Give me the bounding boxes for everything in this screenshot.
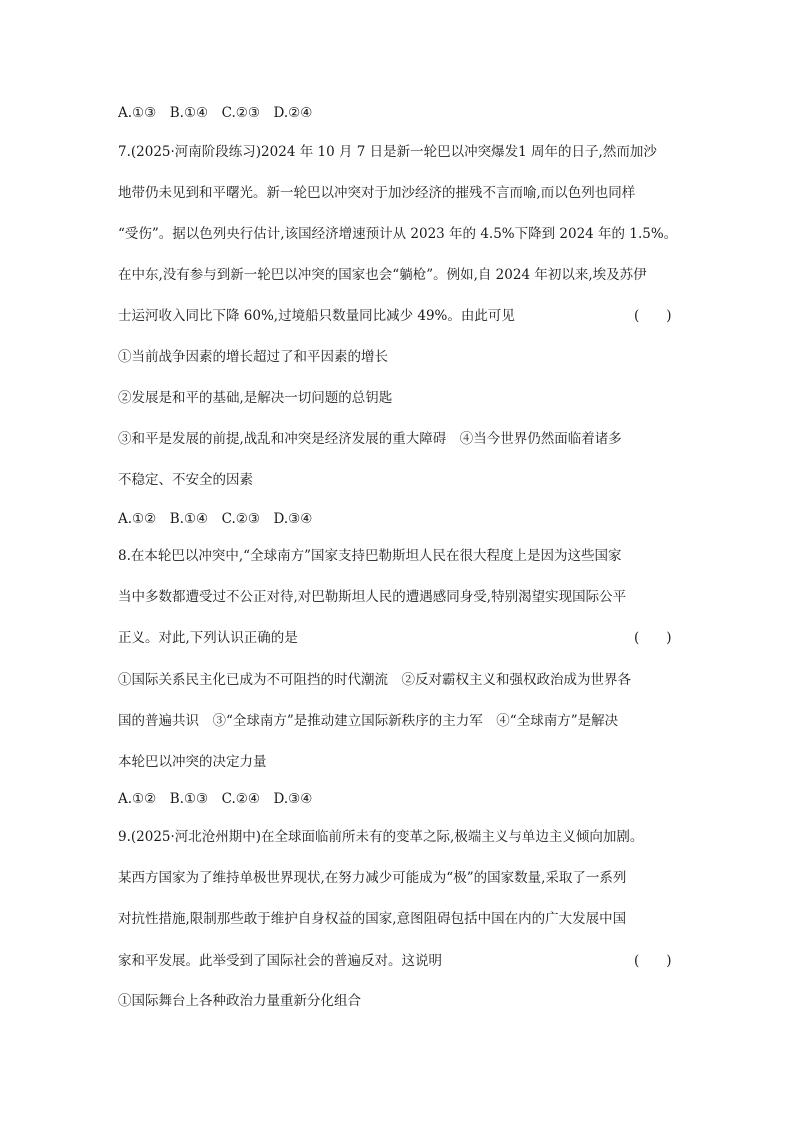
q7-stem-line-4: 在中东,没有参与到新一轮巴以冲突的国家也会“躺枪”。例如,自 2024 年初以来,埃及苏伊 [118,267,647,283]
q7-stem-line-1: 7.(2025·河南阶段练习)2024 年 10 月 7 日是新一轮巴以冲突爆发1 周年的日子,然而加沙 [118,144,657,160]
q8-choice-4-cont: 本轮巴以冲突的决定力量 [118,754,267,770]
q8-stem-line-1: 8.在本轮巴以冲突中,“全球南方”国家支持巴勒斯坦人民在很大程度上是因为这些国家 [118,548,622,564]
q7-choice-4-cont: 不稳定、不安全的因素 [118,472,253,488]
q9-choice-1: ①国际舞台上各种政治力量重新分化组合 [118,993,361,1009]
q7-answer-bracket: ( ) [634,308,672,324]
q7-stem-line-3: “受伤”。据以色列央行估计,该国经济增速预计从 2023 年的 4.5%下降到 2024 年的 1.5%。 [118,226,678,242]
q6-options: A.①③ B.①④ C.②③ D.②④ [118,105,313,121]
q9-stem-line-1: 9.(2025·河北沧州期中)在全球面临前所未有的变革之际,极端主义与单边主义倾向加剧。 [118,829,644,845]
q9-stem-line-2: 某西方国家为了维持单极世界现状,在努力减少可能成为“极”的国家数量,采取了一系列 [118,870,627,886]
q8-stem-line-3: 正义。对此,下列认识正确的是 [118,630,298,646]
q8-options: A.①② B.①③ C.②④ D.③④ [118,791,313,807]
q7-options: A.①② B.①④ C.②③ D.③④ [118,511,313,527]
q8-stem-line-2: 当中多数都遭受过不公正对待,对巴勒斯坦人民的遭遇感同身受,特别渴望实现国际公平 [118,589,627,605]
q7-stem-line-5: 士运河收入同比下降 60%,过境船只数量同比减少 49%。由此可见 [118,308,515,324]
q9-stem-line-3: 对抗性措施,限制那些敢于维护自身权益的国家,意图阻碍包括中国在内的广大发展中国 [118,911,627,927]
q7-choice-3-4: ③和平是发展的前提,战乱和冲突是经济发展的重大障碍 ④当今世界仍然面临着诸多 [118,431,622,447]
q7-choice-2: ②发展是和平的基础,是解决一切问题的总钥匙 [118,390,393,406]
q7-stem-line-2: 地带仍未见到和平曙光。新一轮巴以冲突对于加沙经济的摧残不言而喻,而以色列也同样 [118,185,636,201]
q9-stem-line-4: 家和平发展。此举受到了国际社会的普遍反对。这说明 [118,953,442,969]
q7-choice-1: ①当前战争因素的增长超过了和平因素的增长 [118,349,388,365]
q8-choice-2-3-4: 国的普遍共识 ③“全球南方”是推动建立国际新秩序的主力军 ④“全球南方”是解决 [118,713,619,729]
q8-answer-bracket: ( ) [634,630,672,646]
q8-choice-1-2: ①国际关系民主化已成为不可阻挡的时代潮流 ②反对霸权主义和强权政治成为世界各 [118,672,631,688]
q9-answer-bracket: ( ) [634,953,672,969]
